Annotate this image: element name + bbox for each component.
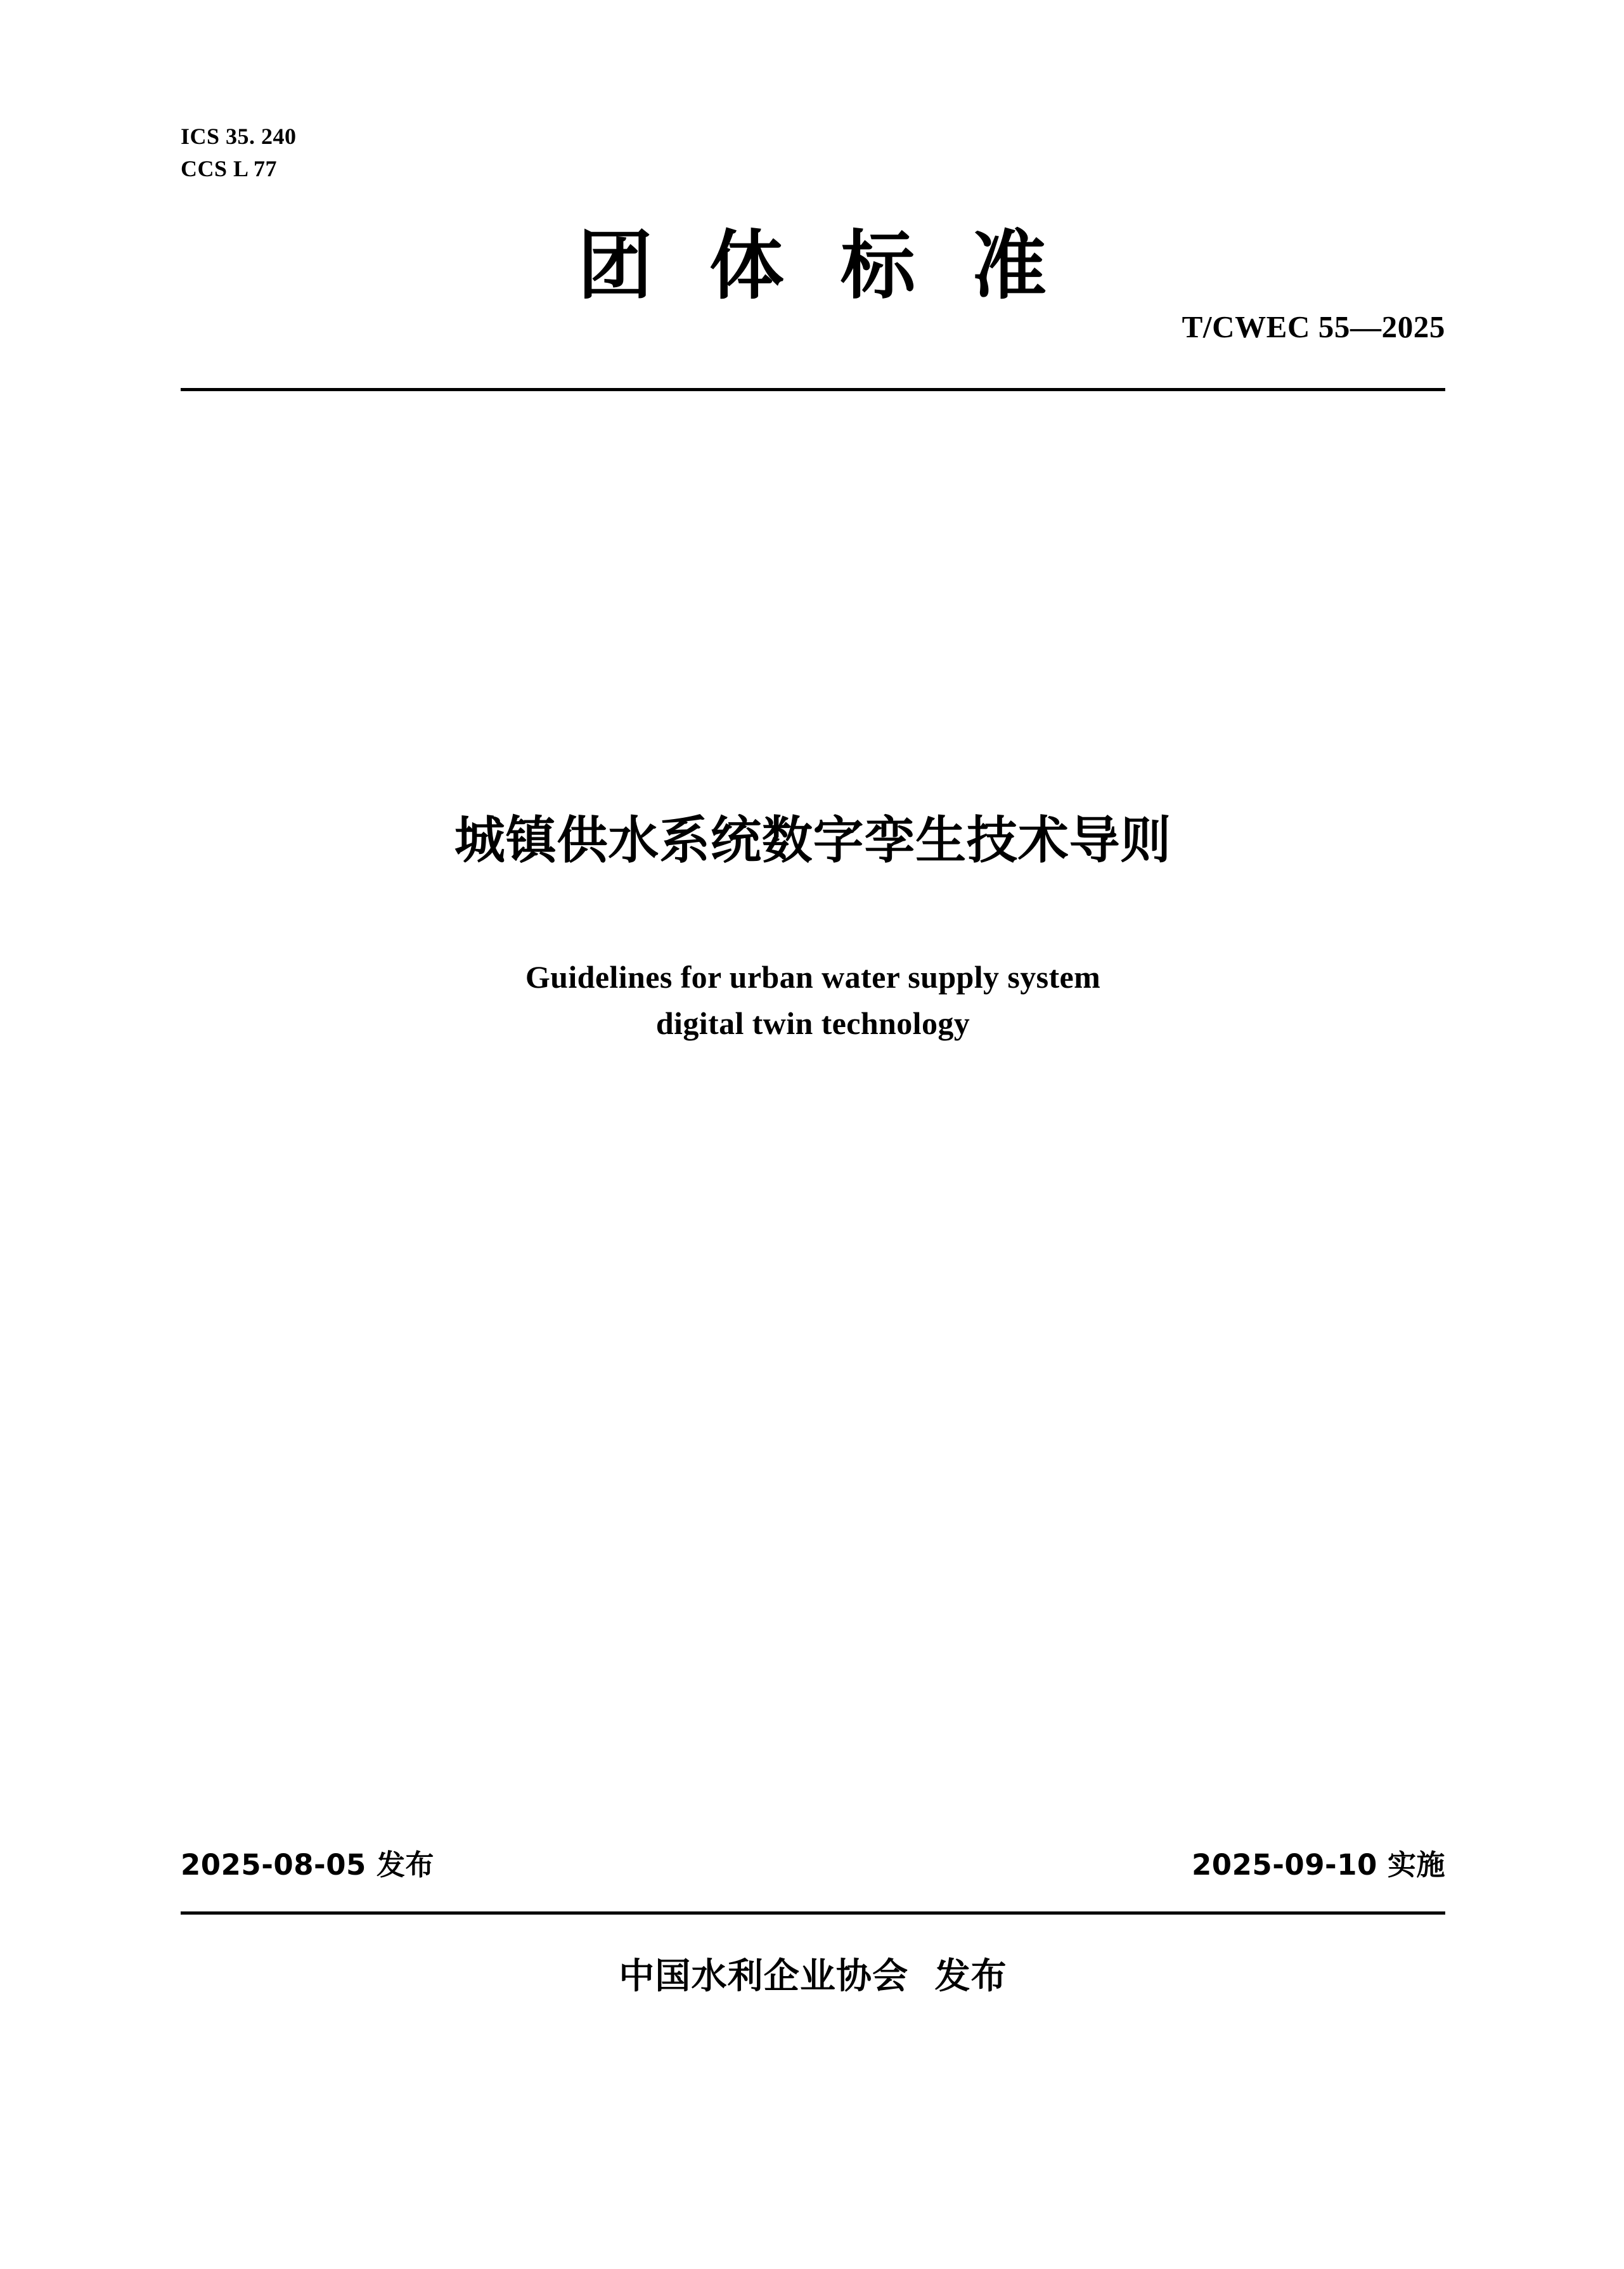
standard-type-banner: 团 体 标 准 [577, 222, 1048, 309]
footer-divider [181, 1911, 1445, 1915]
classification-codes [181, 120, 297, 185]
english-title-line-2: digital twin technology [655, 1005, 970, 1041]
issue-date: 2025-08-05 发布 [181, 1848, 435, 1882]
page-title-english [181, 954, 1445, 1046]
page-title: 城镇供水系统数字孪生技术导则 [454, 811, 1172, 870]
effective-date: 2025-09-10 实施 [1191, 1848, 1445, 1882]
header-divider [181, 388, 1445, 391]
standard-number: T/CWEC 55—2025 [1182, 309, 1445, 344]
date-row [181, 1842, 1445, 1883]
english-title-line-1: Guidelines for urban water supply system [525, 959, 1101, 995]
ccs-code: CCS L 77 [181, 156, 278, 182]
ics-code: ICS 35. 240 [181, 124, 297, 149]
cover-content-area [181, 0, 1445, 2269]
publisher-name: 中国水利企业协会 发布 [619, 1956, 1007, 1997]
